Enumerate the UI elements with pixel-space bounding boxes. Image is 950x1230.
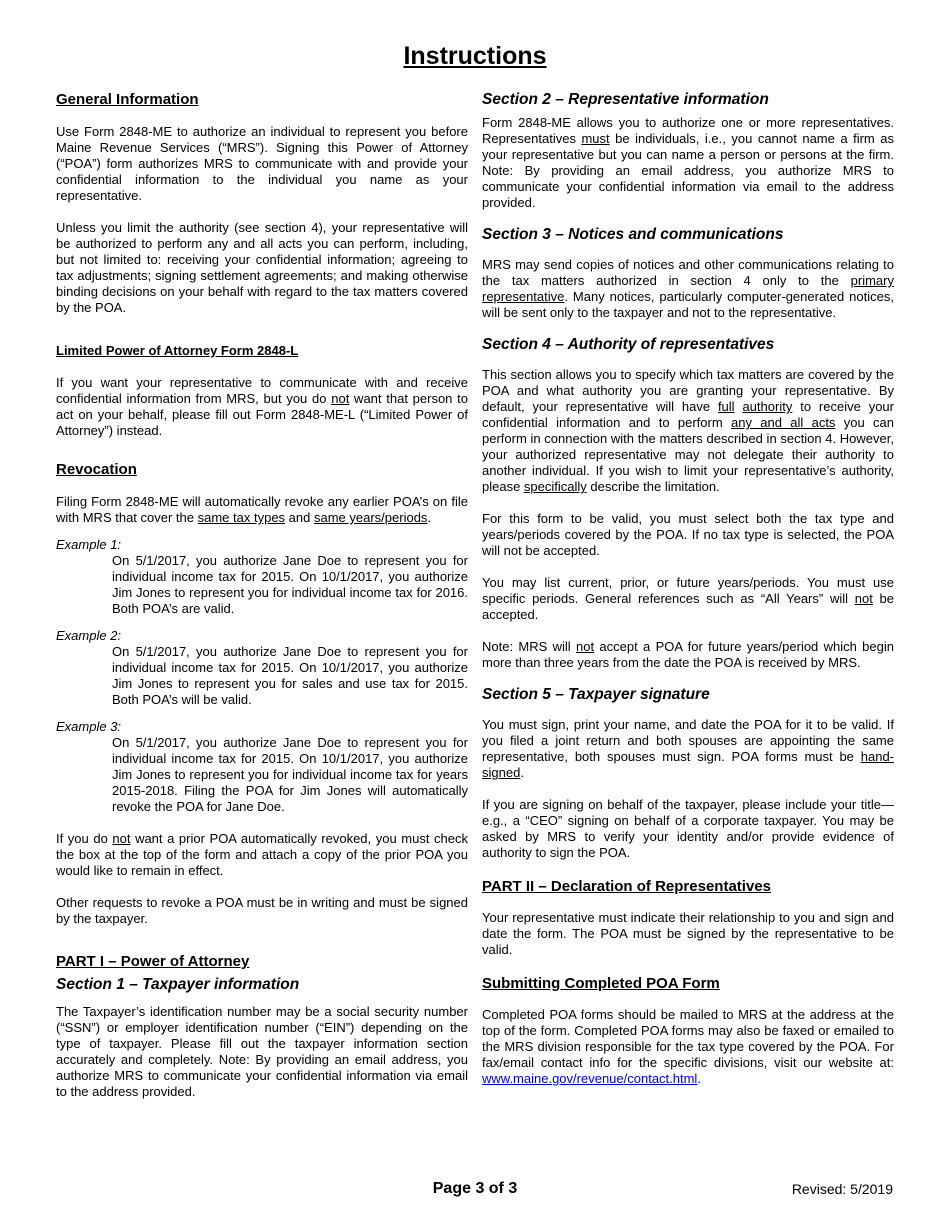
- section2-heading: Section 2 – Representative information: [482, 91, 769, 108]
- section2-paragraph: Form 2848-ME allows you to authorize one or more representatives. Representatives must be individuals, i.e., you cannot name a firm as your representative but you can name a person or persons at the firm. Note: By providing an email address, you authorize MRS to communicate your confidential information via email to the address provided.: [482, 115, 894, 210]
- section4-paragraph-3: You may list current, prior, or future years/periods. You must use specific periods. General references such as “All Years” will not be accepted.: [482, 575, 895, 622]
- section5-heading: Section 5 – Taxpayer signature: [482, 686, 710, 703]
- section4-paragraph-1: This section allows you to specify which tax matters are covered by the POA and what authority you are granting your representative. By default, your representative will have full authority to receive your confidential information and to perform any and all acts you can perform in connection with the matters described in section 4. However, your authorized representative may not delegate their authority to another individual. If you wish to limit your representative’s authority, please specifically describe the limitation.: [482, 367, 894, 494]
- contact-link[interactable]: www.maine.gov/revenue/contact.html: [482, 1071, 698, 1086]
- page-number: Page 3 of 3: [432, 1180, 518, 1197]
- example-text: On 5/1/2017, you authorize Jane Doe to represent you for individual income tax for 2015. On 10/1/2017, you authorize Jim Jones to represent you for individual income tax for 2016. Both POA’s are valid.: [112, 553, 468, 616]
- example-label: Example 2:: [56, 628, 122, 643]
- example-1: [56, 537, 468, 617]
- section5-paragraph-1: You must sign, print your name, and date the POA for it to be valid. If you filed a joint return and both spouses are appointing the same representative, both spouses must sign. POA forms must be hand-signed.: [482, 717, 894, 780]
- page-title: Instructions: [403, 42, 547, 70]
- general-info-paragraph-1: Use Form 2848-ME to authorize an individual to represent you before Maine Revenue Services (“MRS”). Signing this Power of Attorney (“POA”) form authorizes MRS to communicate with and provide your confidential information to the individual you name as your representative.: [56, 124, 468, 203]
- section4-heading: Section 4 – Authority of representatives: [482, 336, 775, 353]
- part1-heading: PART I – Power of Attorney: [56, 953, 250, 970]
- limited-poa-heading: Limited Power of Attorney Form 2848-L: [56, 343, 299, 358]
- part2-heading: PART II – Declaration of Representatives: [482, 878, 771, 895]
- revised-date: Revised: 5/2019: [791, 1181, 893, 1197]
- right-column: [482, 90, 894, 1087]
- example-label: Example 1:: [56, 537, 122, 552]
- revocation-heading: Revocation: [56, 461, 137, 478]
- section3-heading: Section 3 – Notices and communications: [482, 226, 784, 243]
- submitting-paragraph: Completed POA forms should be mailed to MRS at the address at the top of the form. Completed POA forms may also be faxed or emailed to the MRS division responsible for the tax type covered by the POA. For fax/email contact info for the specific divisions, visit our website at: www.maine.gov/revenue/contact.html.: [482, 1007, 894, 1086]
- example-text: On 5/1/2017, you authorize Jane Doe to represent you for individual income tax for 2015. On 10/1/2017, you authorize Jim Jones to represent you for sales and use tax for 2015. Both POA’s will be valid.: [112, 644, 468, 707]
- example-label: Example 3:: [56, 719, 122, 734]
- section5-paragraph-2: If you are signing on behalf of the taxpayer, please include your title—e.g., a “CEO” signing on behalf of a corporate taxpayer. You may be asked by MRS to verify your identity and/or provide evidence of authority to sign the POA.: [482, 797, 894, 860]
- example-text: On 5/1/2017, you authorize Jane Doe to represent you for individual income tax for 2015. On 10/1/2017, you authorize Jim Jones to represent you for individual income tax for years 2015-2018. Filing the POA for Jim Jones will automatically revoke the POA for Jane Doe.: [112, 735, 468, 814]
- submitting-heading: Submitting Completed POA Form: [482, 975, 720, 992]
- part2-paragraph: Your representative must indicate their relationship to you and sign and date the form. The POA must be signed by the representative to be valid.: [482, 910, 894, 957]
- example-3: [56, 719, 468, 815]
- section1-paragraph: The Taxpayer’s identification number may be a social security number (“SSN”) or employer identification number (“EIN”) depending on the type of taxpayer. Please fill out the taxpayer information section accurately and completely. Note: By providing an email address, you authorize MRS to communicate your confidential information via email to the address provided.: [56, 1004, 468, 1099]
- section4-paragraph-2: For this form to be valid, you must select both the tax type and years/periods covered by the POA. If no tax type is selected, the POA will not be accepted.: [482, 511, 894, 558]
- general-info-paragraph-2: Unless you limit the authority (see section 4), your representative will be authorized to perform any and all acts you can perform, including, but not limited to: receiving your confidential information; agreeing to tax adjustments; signing settlement agreements; and making otherwise binding decisions on your behalf with regard to the tax matters covered by the POA.: [56, 220, 468, 315]
- example-2: [56, 628, 468, 708]
- prior-poa-paragraph: If you do not want a prior POA automatically revoked, you must check the box at the top of the form and attach a copy of the prior POA you would like to remain in effect.: [56, 831, 468, 878]
- other-revoke-paragraph: Other requests to revoke a POA must be in writing and must be signed by the taxpayer.: [56, 895, 468, 926]
- section1-heading: Section 1 – Taxpayer information: [56, 976, 300, 993]
- section4-paragraph-4: Note: MRS will not accept a POA for future years/period which begin more than three years from the date the POA is received by MRS.: [482, 639, 894, 670]
- section3-paragraph: MRS may send copies of notices and other communications relating to the tax matters authorized in section 4 only to the primary representative. Many notices, particularly computer-generated notices, will be sent only to the taxpayer and not to the representative.: [482, 257, 894, 320]
- general-information-heading: General Information: [56, 91, 199, 108]
- revocation-paragraph: Filing Form 2848-ME will automatically revoke any earlier POA’s on file with MRS that cover the same tax types and same years/periods.: [56, 494, 468, 525]
- limited-poa-paragraph: If you want your representative to communicate with and receive confidential information from MRS, but you do not want that person to act on your behalf, please fill out Form 2848-ME-L (“Limited Power of Attorney”) instead.: [56, 375, 468, 438]
- left-column: [56, 90, 468, 1100]
